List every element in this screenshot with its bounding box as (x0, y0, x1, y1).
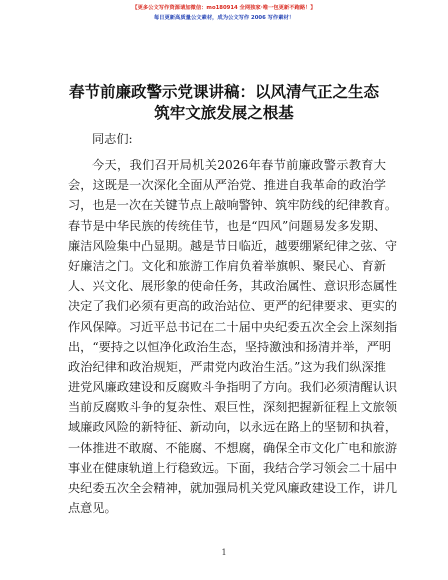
paragraph-line: 点意见。 (68, 501, 117, 516)
paragraph-line: 政治纪律和政治规矩，严肃党内政治生活。”这为我们纵深推 (68, 359, 386, 374)
paragraph-line: 会，这既是一次深化全面从严治党、推进自我革命的政治学 (68, 178, 386, 193)
paragraph-line: 廉洁风险集中凸显期。越是节日临近，越要绷紧纪律之弦、守 (68, 238, 398, 253)
banner-promo-line: 【更多公文写作资源请加微信：mo180914 全网独家·唯一包更新不跑路！】 (132, 5, 316, 11)
document-title (40, 82, 408, 124)
paragraph-line: 央纪委五次全会精神，就加强局机关党风廉政建设工作，讲几 (68, 481, 398, 495)
paragraph-line: 域廉政风险的新特征、新动向，以永远在路上的坚韧和执着， (68, 420, 398, 435)
paragraph-line: 春节是中华民族的传统佳节，也是“四风”问题易发多发期、 (68, 218, 386, 233)
body-paragraph (68, 155, 398, 518)
paragraph-line: 作风保障。习近平总书记在二十届中央纪委五次全会上深刻指 (68, 319, 398, 334)
paragraph-line: 习，也是一次在关键节点上敲响警钟、筑牢防线的纪律教育。 (68, 198, 398, 213)
title-line-2: 筑牢文旅发展之根基 (154, 104, 294, 122)
paragraph-line: 好廉洁之门。文化和旅游工作肩负着举旗帜、聚民心、育新 (68, 258, 386, 273)
paragraph-line: 出，“要持之以恒净化政治生态，坚持激浊和扬清并举，严明 (68, 339, 392, 354)
paragraph-line: 今天，我们召开局机关2026年春节前廉政警示教育大 (92, 158, 386, 172)
paragraph-line: 一体推进不敢腐、不能腐、不想腐，确保全市文化广电和旅游 (68, 440, 398, 455)
salutation: 同志们: (92, 132, 133, 146)
paragraph-line: 事业在健康轨道上行稳致远。下面，我结合学习领会二十届中 (68, 460, 398, 475)
paragraph-line: 当前反腐败斗争的复杂性、艰巨性，深刻把握新征程上文旅领 (68, 400, 398, 415)
paragraph-line: 进党风廉政建设和反腐败斗争指明了方向。我们必须清醒认识 (68, 380, 398, 395)
title-line-1: 春节前廉政警示党课讲稿：以风清气正之生态 (68, 83, 379, 101)
paragraph-line: 决定了我们必须有更高的政治站位、更严的纪律要求、更实的 (68, 299, 398, 314)
paragraph-line: 人、兴文化、展形象的使命任务，其政治属性、意识形态属性 (68, 279, 398, 294)
page-number: 1 (221, 548, 227, 557)
header-banner (0, 3, 448, 23)
banner-update-line: 每日更新高质量公文素材，成为公文写作 2006 写作素材！ (153, 15, 295, 21)
